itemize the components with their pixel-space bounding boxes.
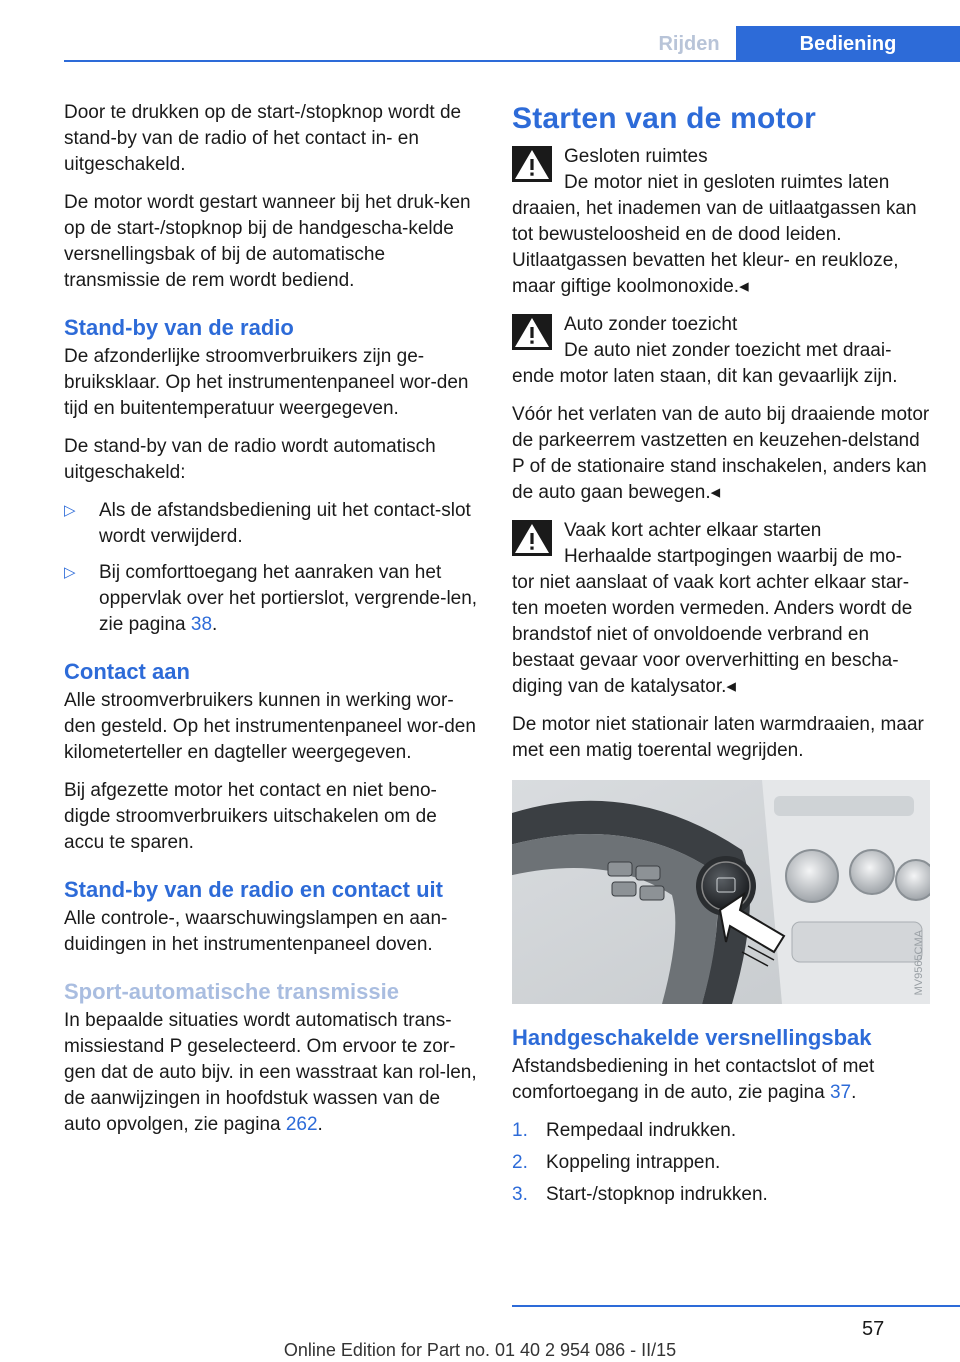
- warning-triangle-icon: [512, 520, 552, 556]
- list-item: [512, 1182, 930, 1208]
- manual-text: Afstandsbediening in het contactslot of met comfortoegang in de auto, zie pagina: [512, 1056, 875, 1103]
- dashboard-drawing: [512, 780, 930, 1004]
- heading-contact-aan: Contact aan: [64, 659, 190, 684]
- warning-block-vaak-starten: [512, 518, 930, 700]
- contact-paragraph-2: Bij afgezette motor het contact en niet beno-digde stroomverbruikers uitschakelen om de accu te sparen.: [64, 780, 437, 853]
- heading-sport-automatic: Sport-automatische transmissie: [64, 979, 399, 1004]
- manual-paragraph: [512, 1054, 930, 1106]
- warning-triangle-icon: [512, 146, 552, 182]
- heading-starten-motor: Starten van de motor: [512, 102, 817, 135]
- header-chapter-bediening: Bediening: [736, 26, 960, 62]
- sport-text-end: .: [317, 1114, 323, 1135]
- warm-up-paragraph: De motor niet stationair laten warmdraaien, maar met een matig toerental wegrijden.: [512, 714, 924, 761]
- warning-first-line: De auto niet zonder toezicht met draai-: [564, 340, 892, 361]
- warning-body: draaien, het inademen van de uitlaatgassen kan tot bewusteloosheid en de dood leiden. Uitlaatgassen bevatten het kleur- en reukloze, maar giftige koolmonoxide.◂: [512, 198, 917, 297]
- heading-standby-contact-uit: Stand-by van de radio en contact uit: [64, 877, 443, 902]
- list-item: [64, 498, 478, 550]
- start-stop-button-illustration: [512, 780, 930, 1004]
- step-text: Rempedaal indrukken.: [546, 1120, 737, 1141]
- step-number: 3.: [512, 1184, 528, 1205]
- radio-bullet-list: [64, 498, 478, 638]
- list-item: [512, 1118, 930, 1144]
- warning-title: Gesloten ruimtes: [564, 146, 708, 167]
- warning-title: Auto zonder toezicht: [564, 314, 738, 335]
- radio-paragraph-2: De stand-by van de radio wordt automatisch uitgeschakeld:: [64, 436, 436, 483]
- intro-paragraph-2: De motor wordt gestart wanneer bij het druk-ken op de start-/stopknop bij de handgescha-kelde versnellingsbak of bij de automatische transmissie de rem wordt bediend.: [64, 192, 471, 291]
- right-column: [512, 100, 930, 1214]
- start-steps-list: [512, 1118, 930, 1208]
- triangle-bullet-icon: ▷: [64, 502, 76, 519]
- manual-text-end: .: [851, 1082, 857, 1103]
- intro-paragraph-1: Door te drukken op de start-/stopknop wordt de stand-by van de radio of het contact in- en uitgeschakeld.: [64, 102, 462, 175]
- bullet-text-end: .: [212, 614, 218, 635]
- step-text: Koppeling intrappen.: [546, 1152, 721, 1173]
- heading-handgeschakelde: Handgeschakelde versnellingsbak: [512, 1025, 872, 1050]
- page-link-38[interactable]: 38: [190, 614, 213, 635]
- image-code: MV9565CMA: [913, 930, 925, 996]
- list-item: [64, 560, 478, 638]
- edition-footer: Online Edition for Part no. 01 40 2 954 086 - II/15: [283, 1340, 677, 1360]
- bullet-text: Bij comforttoegang het aanraken van het oppervlak over het portierslot, vergrende-len, zie pagina: [99, 562, 478, 635]
- header-section-rijden: Rijden: [658, 32, 720, 55]
- off-paragraph-1: Alle controle-, waarschuwingslampen en aan-duidingen in het instrumentenpaneel doven.: [64, 908, 448, 955]
- bullet-text: Als de afstandsbediening uit het contact-slot wordt verwijderd.: [99, 500, 471, 547]
- warning-block-auto-zonder-toezicht: [512, 312, 930, 506]
- list-item: [512, 1150, 930, 1176]
- radio-paragraph-1: De afzonderlijke stroomverbruikers zijn ge-bruiksklaar. Op het instrumentenpaneel wor-den tijd en buitentemperatuur weergegeven.: [64, 346, 469, 419]
- warning-block-gesloten-ruimtes: [512, 144, 930, 300]
- sport-paragraph: [64, 1008, 478, 1138]
- step-text: Start-/stopknop indrukken.: [546, 1184, 768, 1205]
- page-link-262[interactable]: 262: [285, 1114, 318, 1135]
- warning-title: Vaak kort achter elkaar starten: [564, 520, 822, 541]
- triangle-bullet-icon: ▷: [64, 564, 76, 581]
- contact-paragraph-1: Alle stroomverbruikers kunnen in werking wor-den gesteld. Op het instrumentenpaneel wor-den kilometerteller en dagteller weergegeven.: [64, 690, 476, 763]
- footer-rule: [512, 1305, 960, 1307]
- page-number: 57: [862, 1318, 885, 1340]
- left-column: [64, 100, 478, 1150]
- warning-triangle-icon: [512, 314, 552, 350]
- header-rule: [64, 60, 960, 62]
- warning-first-line: De motor niet in gesloten ruimtes laten: [564, 172, 890, 193]
- sport-text: In bepaalde situaties wordt automatisch trans-missiestand P geselecteerd. Om ervoor te zor-gen dat de auto bijv. in een wasstraat kan rol-len, de aanwijzingen in hoofdstuk wassen van de auto opvolgen, zie pagina: [64, 1010, 477, 1135]
- warning-extra: Vóór het verlaten van de auto bij draaiende motor de parkeerrem vastzetten en keuzehen-delstand P of de stationaire stand inschakelen, anders kan de auto gaan bewegen.◂: [512, 404, 930, 503]
- page-link-37[interactable]: 37: [829, 1082, 852, 1103]
- warning-first-line: Herhaalde startpogingen waarbij de mo-: [564, 546, 902, 567]
- warning-body: tor niet aanslaat of vaak kort achter elkaar star-ten moeten worden vermeden. Anders wordt de brandstof niet of onvoldoende verbrand en bestaat gevaar voor oververhitting en bescha-diging van de katalysator.◂: [512, 572, 913, 697]
- step-number: 2.: [512, 1152, 528, 1173]
- step-number: 1.: [512, 1120, 528, 1141]
- heading-standby-radio: Stand-by van de radio: [64, 315, 294, 340]
- warning-body: ende motor laten staan, dit kan gevaarlijk zijn.: [512, 366, 898, 387]
